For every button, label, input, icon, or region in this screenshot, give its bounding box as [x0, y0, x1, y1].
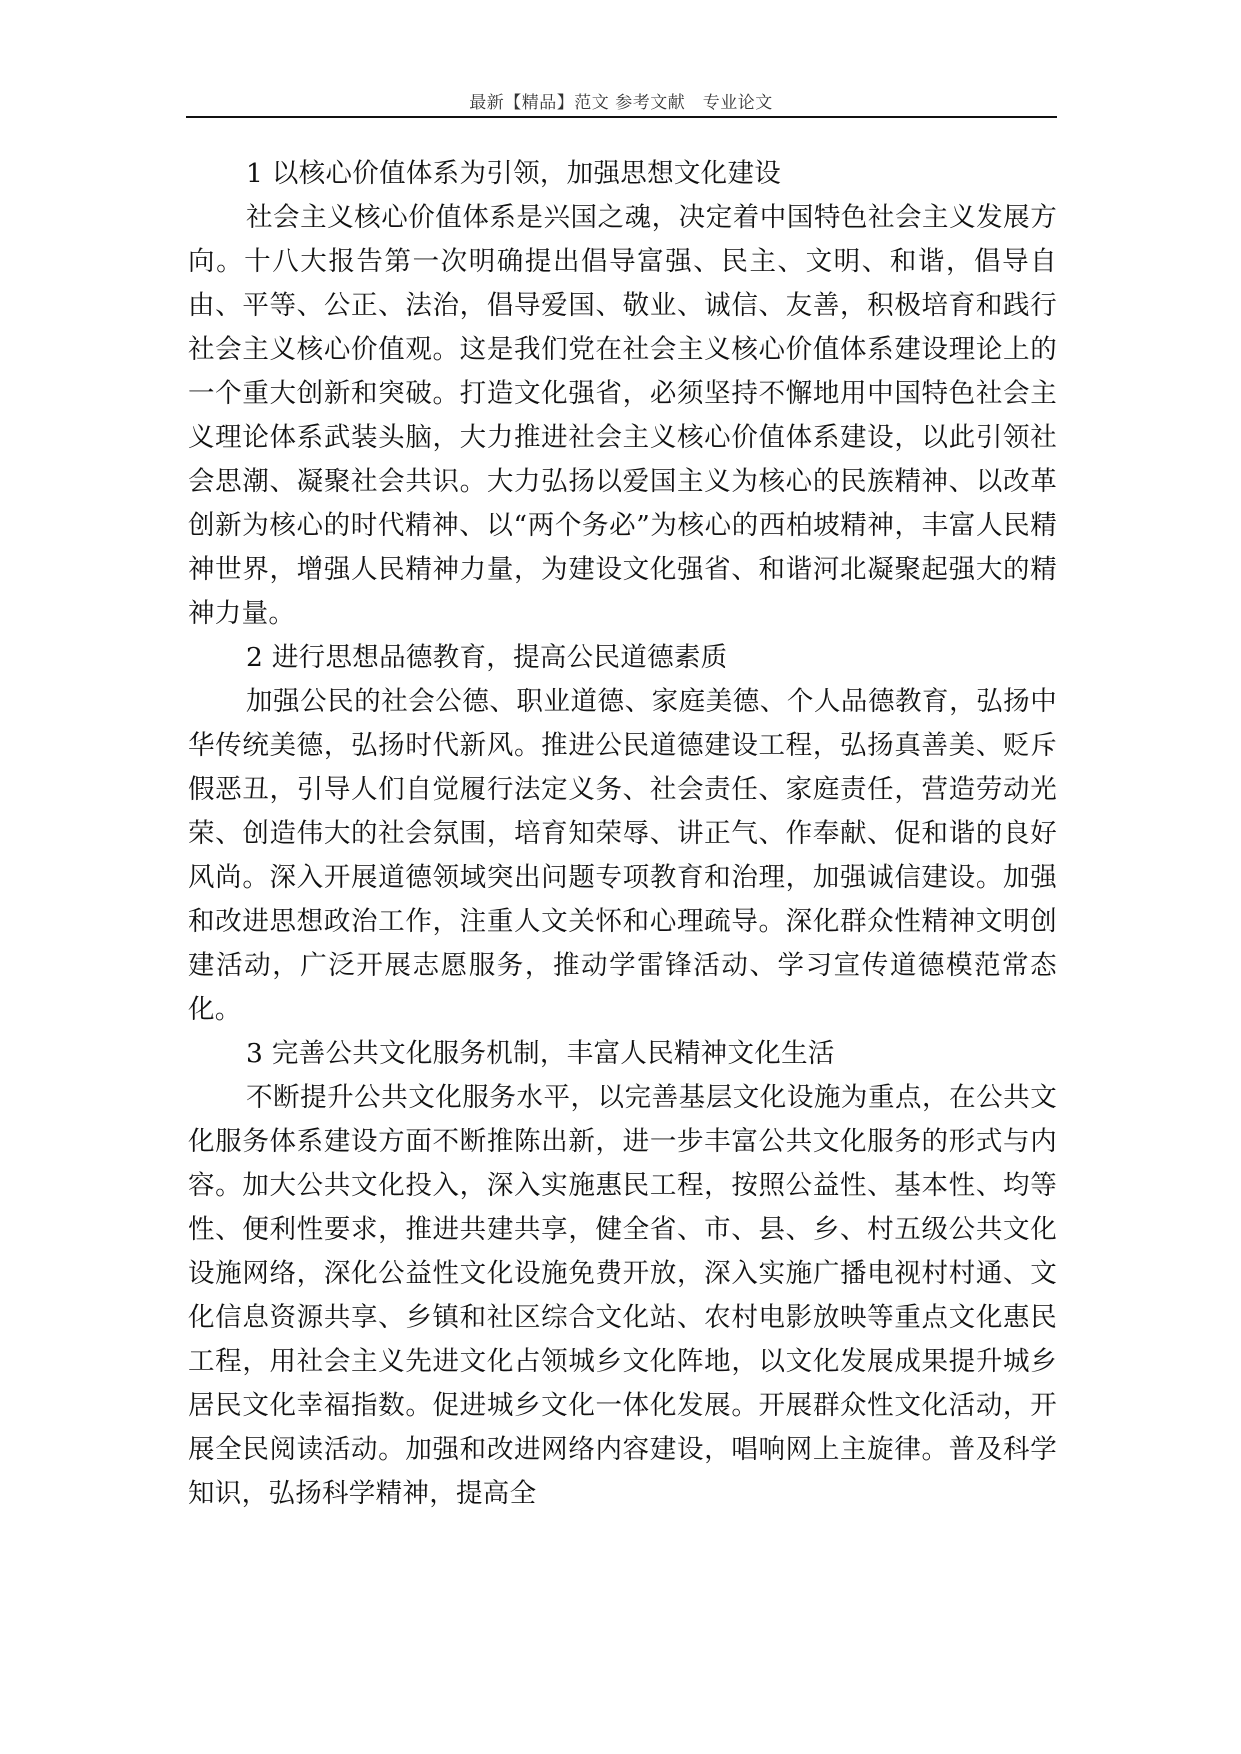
section-heading-2: 2 进行思想品德教育，提高公民道德素质	[246, 642, 728, 673]
page-header: 最新【精品】范文 参考文献 专业论文	[469, 93, 773, 113]
section-paragraph-1: 社会主义核心价值体系是兴国之魂，决定着中国特色社会主义发展方向。十八大报告第一次明确提出倡导富强、民主、文明、和谐，倡导自由、平等、公正、法治，倡导爱国、敬业、诚信、友善，积极培育和践行社会主义核心价值观。这是我们党在社会主义核心价值体系建设理论上的一个重大创新和突破。打造文化强省，必须坚持不懈地用中国特色社会主义理论体系武装头脑，大力推进社会主义核心价值体系建设，以此引领社会思潮、凝聚社会共识。大力弘扬以爱国主义为核心的民族精神、以改革创新为核心的时代精神、以“两个务必”为核心的西柏坡精神，丰富人民精神世界，增强人民精神力量，为建设文化强省、和谐河北凝聚起强大的精神力量。	[188, 202, 1057, 629]
section-paragraph-3: 不断提升公共文化服务水平，以完善基层文化设施为重点，在公共文化服务体系建设方面不断推陈出新，进一步丰富公共文化服务的形式与内容。加大公共文化投入，深入实施惠民工程，按照公益性、基本性、均等性、便利性要求，推进共建共享，健全省、市、县、乡、村五级公共文化设施网络，深化公益性文化设施免费开放，深入实施广播电视村村通、文化信息资源共享、乡镇和社区综合文化站、农村电影放映等重点文化惠民工程，用社会主义先进文化占领城乡文化阵地，以文化发展成果提升城乡居民文化幸福指数。促进城乡文化一体化发展。开展群众性文化活动，开展全民阅读活动。加强和改进网络内容建设，唱响网上主旋律。普及科学知识，弘扬科学精神，提高全	[188, 1082, 1057, 1509]
section-heading-3: 3 完善公共文化服务机制，丰富人民精神文化生活	[246, 1038, 835, 1069]
document-body	[188, 152, 1057, 1516]
section-paragraph-2: 加强公民的社会公德、职业道德、家庭美德、个人品德教育，弘扬中华传统美德，弘扬时代新风。推进公民道德建设工程，弘扬真善美、贬斥假恶丑，引导人们自觉履行法定义务、社会责任、家庭责任，营造劳动光荣、创造伟大的社会氛围，培育知荣辱、讲正气、作奉献、促和谐的良好风尚。深入开展道德领域突出问题专项教育和治理，加强诚信建设。加强和改进思想政治工作，注重人文关怀和心理疏导。深化群众性精神文明创建活动，广泛开展志愿服务，推动学雷锋活动、学习宣传道德模范常态化。	[188, 686, 1057, 1025]
section-heading-1: 1 以核心价值体系为引领，加强思想文化建设	[246, 158, 782, 189]
header-divider	[186, 116, 1057, 118]
